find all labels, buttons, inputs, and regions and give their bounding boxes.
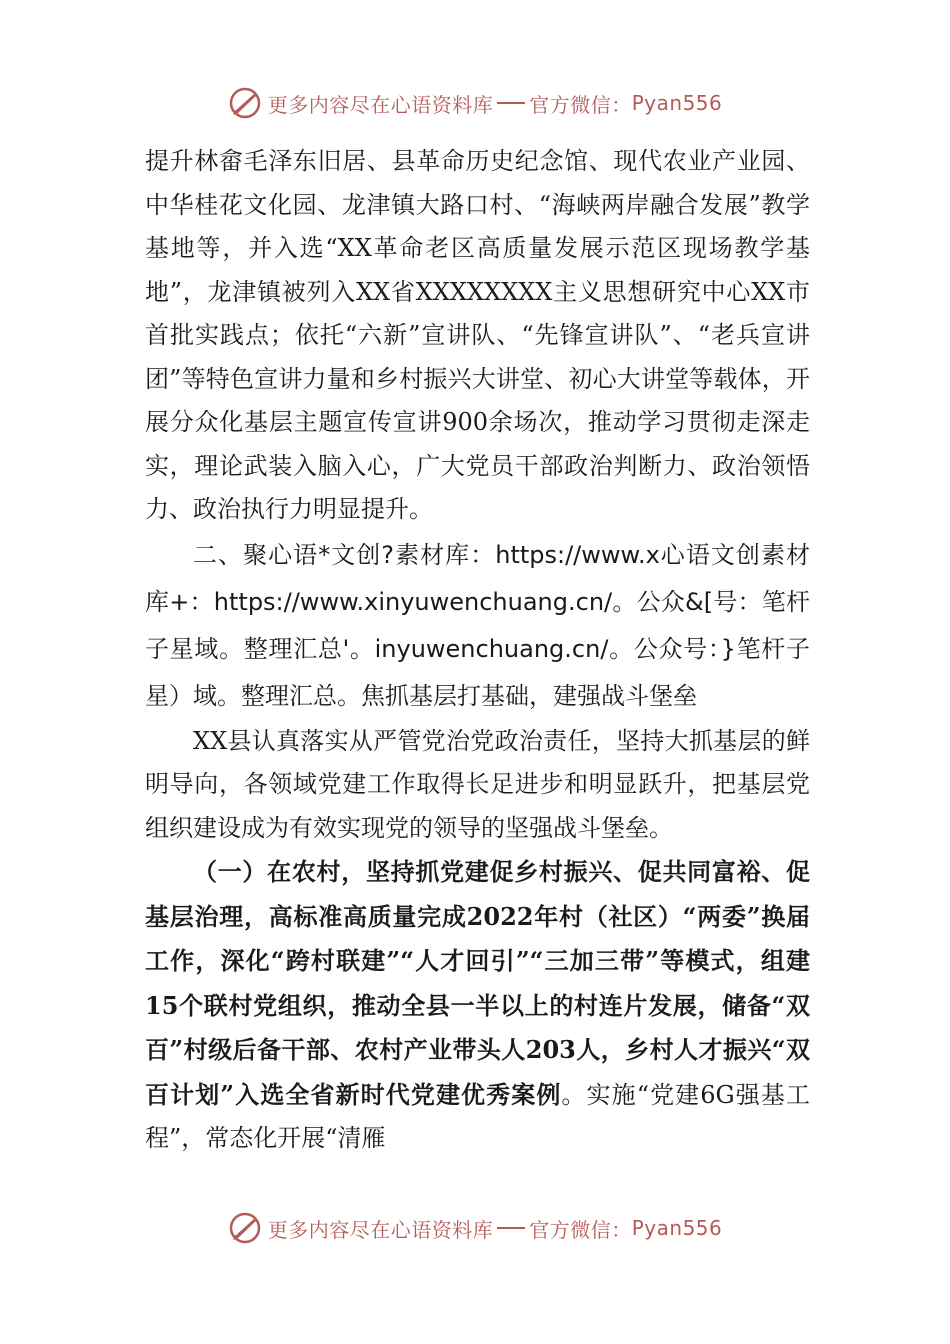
watermark-dash	[497, 1227, 525, 1229]
watermark-suffix: 官方微信：	[529, 1217, 632, 1242]
document-body	[145, 140, 810, 1161]
paragraph-1: 提升林畲毛泽东旧居、县革命历史纪念馆、现代农业产业园、中华桂花文化园、龙津镇大路口村、“海峡两岸融合发展”教学基地等，并入选“XX革命老区高质量发展示范区现场教学基地”，龙津镇被列入XX省XXXXXXXX主义思想研究中心XX市首批实践点；依托“六新”宣讲队、“先锋宣讲队”、“老兵宣讲团”等特色宣讲力量和乡村振兴大讲堂、初心大讲堂等载体，开展分众化基层主题宣传宣讲900余场次，推动学习贯彻走深走实，理论武装入脑入心，广大党员干部政治判断力、政治领悟力、政治执行力明显提升。	[145, 147, 810, 523]
watermark-wechat-id: Pyan556	[631, 91, 723, 115]
paragraph-4	[145, 850, 810, 1161]
header-watermark	[0, 83, 950, 123]
pen-logo-icon	[228, 1211, 262, 1245]
paragraph-4-bold: （一）在农村，坚持抓党建促乡村振兴、促共同富裕、促基层治理，高标准高质量完成2022年村（社区）“两委”换届工作，深化“跨村联建”“人才回引”“三加三带”等模式，组建15个联村党组织，推动全县一半以上的村连片发展，储备“双百”村级后备干部、农村产业带头人203人，乡村人才振兴“双百计划”入选全省新时代党建优秀案例	[145, 857, 810, 1109]
watermark-dash	[497, 102, 525, 104]
section-heading-2: 二、聚心语*文创?素材库：https://www.x心语文创素材库+：https://www.xinyuwenchuang.cn/。公众&[号：笔杆子星域。整理汇总'。inyuwenchuang.cn/。公众号：}笔杆子星）域。整理汇总。焦抓基层打基础，建强战斗堡垒	[145, 540, 810, 710]
watermark-text: 更多内容尽在心语资料库	[267, 1217, 494, 1242]
footer-watermark	[0, 1208, 950, 1248]
pen-logo-icon	[228, 86, 262, 120]
watermark-suffix: 官方微信：	[529, 92, 632, 117]
paragraph-4-rest: 。实施“党建6G强基工程”，常态化开展“清雁	[145, 1080, 810, 1152]
paragraph-3: XX县认真落实从严管党治党政治责任，坚持大抓基层的鲜明导向，各领域党建工作取得长足进步和明显跃升，把基层党组织建设成为有效实现党的领导的坚强战斗堡垒。	[145, 726, 810, 842]
watermark-text: 更多内容尽在心语资料库	[267, 92, 494, 117]
watermark-wechat-id: Pyan556	[631, 1216, 723, 1240]
